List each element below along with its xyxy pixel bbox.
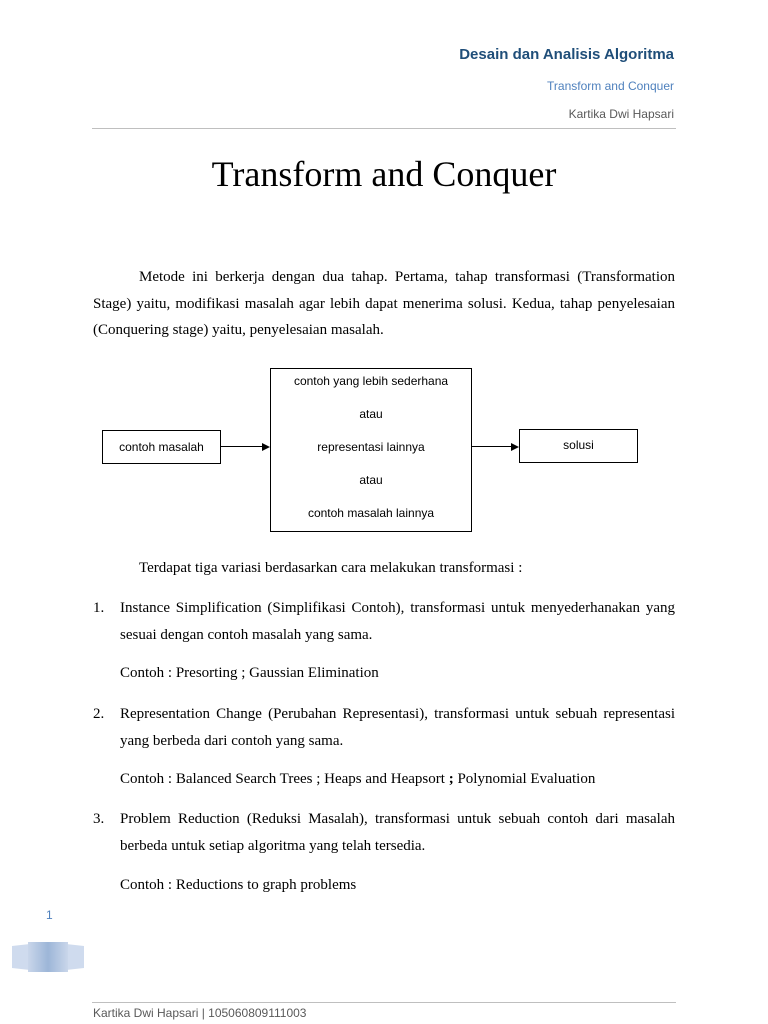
header-divider xyxy=(92,128,676,129)
diagram-box-solusi xyxy=(519,429,638,463)
header-subtitle: Transform and Conquer xyxy=(547,79,674,93)
page-ribbon-icon xyxy=(10,940,86,974)
header-title: Desain dan Analisis Algoritma xyxy=(459,46,674,63)
list-text-2: Representation Change (Perubahan Representasi), transformasi untuk sebuah representasi yang berbeda dari contoh yang sama. xyxy=(120,706,675,749)
diagram-center-line-4: atau xyxy=(359,473,383,487)
page-number: 1 xyxy=(46,908,53,922)
footer-divider xyxy=(92,1002,676,1003)
diagram-center-line-3: representasi lainnya xyxy=(317,440,425,454)
list-text-1: Instance Simplification (Simplifikasi Contoh), transformasi untuk menyederhanakan yang sesuai dengan contoh masalah yang sama. xyxy=(120,600,675,643)
list-example-2-sep: ; xyxy=(448,771,454,787)
diagram-center-line-1: contoh yang lebih sederhana xyxy=(293,374,449,388)
list-number-2: 2. xyxy=(93,706,105,722)
diagram-label-right: solusi xyxy=(563,438,594,452)
diagram-center-line-2: atau xyxy=(359,407,383,421)
list-number-1: 1. xyxy=(93,600,105,616)
diagram-arrow-line-right xyxy=(471,446,511,447)
header-author: Kartika Dwi Hapsari xyxy=(568,107,674,121)
diagram-arrow-line-left xyxy=(220,446,262,447)
list-example-2-post: Polynomial Evaluation xyxy=(453,771,596,787)
list-intro: Terdapat tiga variasi berdasarkan cara melakukan transformasi : xyxy=(139,560,523,576)
list-number-3: 3. xyxy=(93,811,105,827)
list-example-1: Contoh : Presorting ; Gaussian Elimination xyxy=(120,665,379,681)
intro-paragraph: Metode ini berkerja dengan dua tahap. Pertama, tahap transformasi (Transformation Stage) yaitu, modifikasi masalah agar lebih dapat menerima solusi. Kedua, tahap penyelesaian (Conquering stage) yaitu, penyelesaian masalah. xyxy=(93,269,675,338)
diagram-arrowhead-right xyxy=(511,443,519,451)
diagram-center-line-5: contoh masalah lainnya xyxy=(307,506,435,520)
diagram-arrowhead-left xyxy=(262,443,270,451)
diagram-box-contoh-masalah xyxy=(102,430,221,464)
list-example-2 xyxy=(120,767,595,791)
page-title: Transform and Conquer xyxy=(211,154,557,194)
list-text-3: Problem Reduction (Reduksi Masalah), transformasi untuk sebuah contoh dari masalah berbeda untuk setiap algoritma yang telah tersedia. xyxy=(120,811,675,854)
diagram-label-left: contoh masalah xyxy=(119,440,204,454)
diagram-box-transform xyxy=(270,368,472,532)
list-example-3: Contoh : Reductions to graph problems xyxy=(120,877,357,893)
list-example-2-pre: Contoh : Balanced Search Trees ; Heaps and Heapsort xyxy=(120,771,449,787)
footer-text: Kartika Dwi Hapsari | 105060809111003 xyxy=(93,1006,307,1020)
